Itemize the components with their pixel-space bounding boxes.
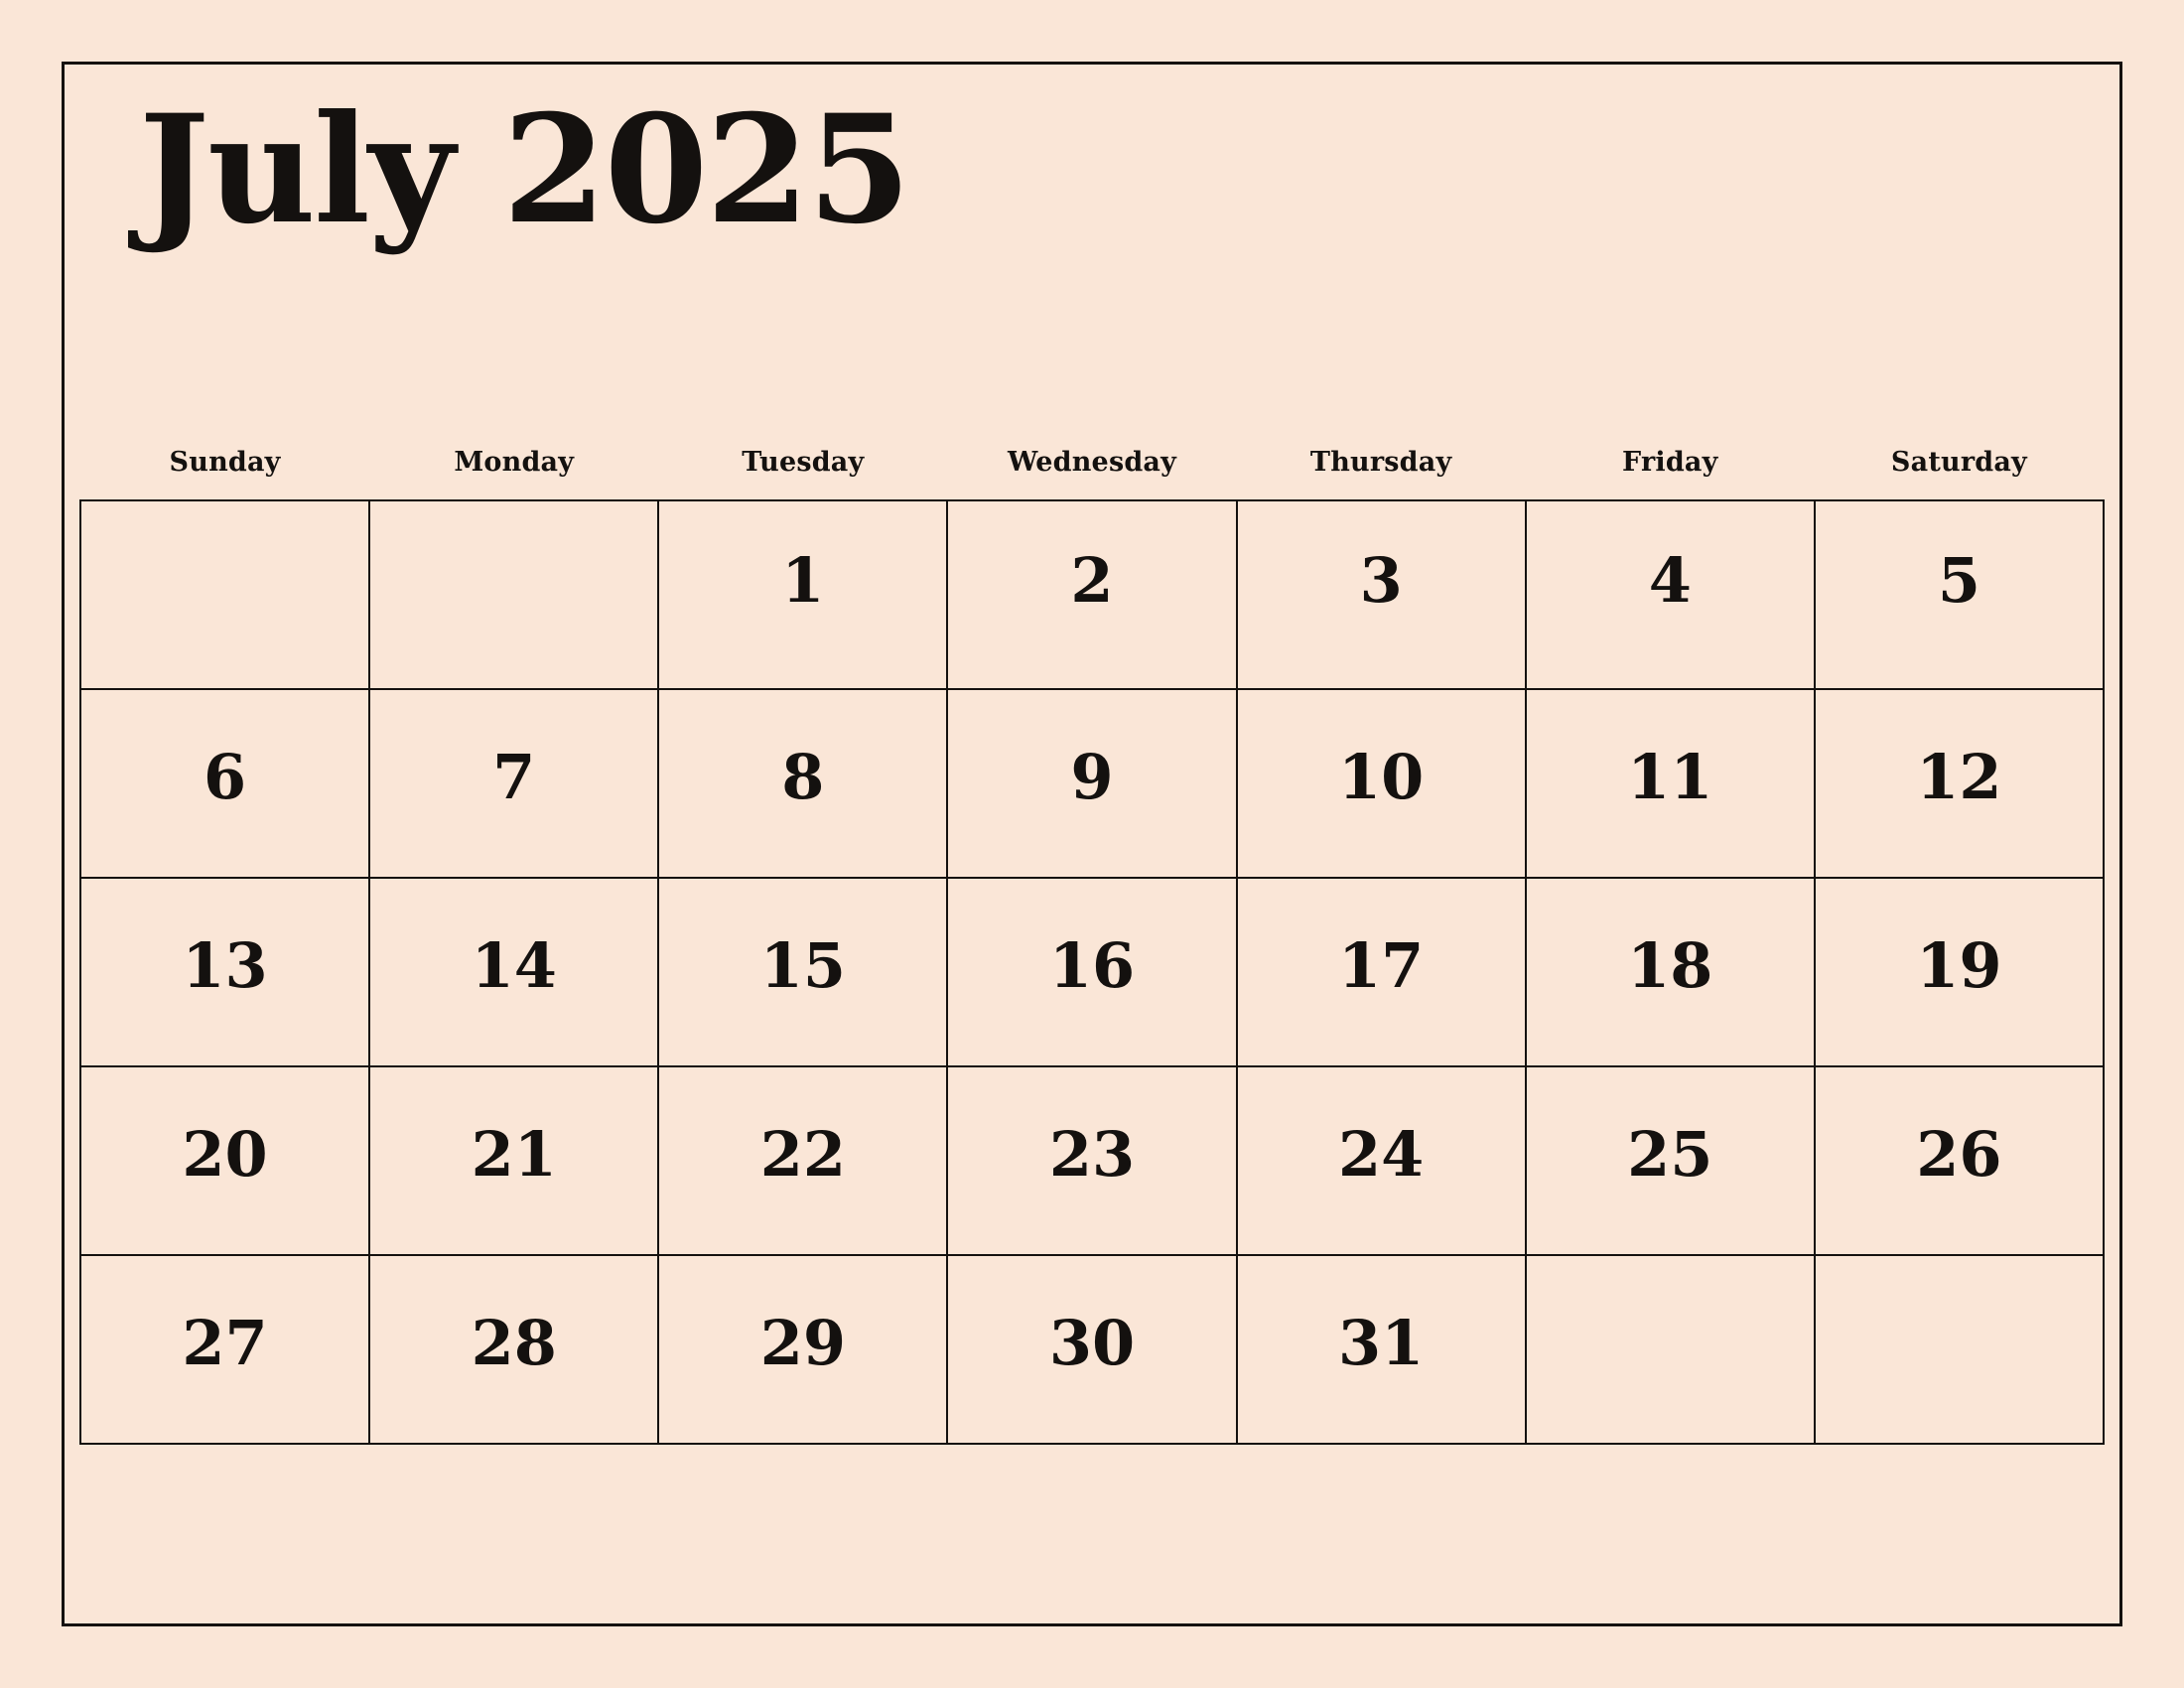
- weekday-header-saturday: Saturday: [1890, 447, 2027, 478]
- day-cell[interactable]: [80, 1255, 369, 1444]
- day-cell[interactable]: [1815, 689, 2104, 878]
- day-cell[interactable]: [80, 500, 369, 689]
- day-cell[interactable]: [1526, 878, 1815, 1066]
- calendar-grid: [79, 447, 2105, 1445]
- day-number: 15: [759, 929, 846, 1002]
- day-number: 11: [1627, 741, 1713, 813]
- day-cell[interactable]: [1815, 878, 2104, 1066]
- day-number: 9: [1070, 741, 1114, 813]
- day-cell[interactable]: [369, 500, 658, 689]
- day-cell[interactable]: [80, 1066, 369, 1255]
- calendar-body: [80, 500, 2104, 1444]
- day-cell[interactable]: [1237, 689, 1526, 878]
- day-cell[interactable]: [658, 689, 947, 878]
- day-number: 1: [781, 544, 825, 617]
- day-cell[interactable]: [1526, 500, 1815, 689]
- day-cell[interactable]: [80, 878, 369, 1066]
- day-number: 16: [1048, 929, 1136, 1002]
- day-cell[interactable]: [658, 1255, 947, 1444]
- day-number: 18: [1627, 929, 1713, 1002]
- day-number: 14: [471, 929, 557, 1002]
- day-number: 13: [182, 929, 268, 1002]
- day-cell[interactable]: [1237, 878, 1526, 1066]
- calendar-header-row: [80, 447, 2104, 500]
- weekday-header-monday: Monday: [454, 447, 575, 478]
- day-cell[interactable]: [1815, 500, 2104, 689]
- day-cell[interactable]: [658, 1066, 947, 1255]
- day-cell[interactable]: [1526, 689, 1815, 878]
- day-cell[interactable]: [947, 878, 1236, 1066]
- day-number: 22: [759, 1118, 846, 1191]
- day-cell[interactable]: [947, 500, 1236, 689]
- day-number: 23: [1048, 1118, 1136, 1191]
- day-cell[interactable]: [80, 689, 369, 878]
- weekday-header-sunday: Sunday: [169, 447, 281, 478]
- calendar-table: [79, 447, 2105, 1445]
- page-title: July 2025: [139, 82, 909, 257]
- calendar-week-row: [80, 500, 2104, 689]
- day-number: 21: [471, 1118, 557, 1191]
- day-cell[interactable]: [369, 878, 658, 1066]
- calendar-week-row: [80, 1255, 2104, 1444]
- day-cell[interactable]: [658, 878, 947, 1066]
- day-cell[interactable]: [1237, 1255, 1526, 1444]
- day-cell[interactable]: [369, 689, 658, 878]
- day-cell[interactable]: [369, 1066, 658, 1255]
- day-cell[interactable]: [1237, 500, 1526, 689]
- day-cell[interactable]: [1237, 1066, 1526, 1255]
- day-number: 8: [781, 741, 825, 813]
- day-number: 29: [759, 1307, 846, 1379]
- day-cell[interactable]: [369, 1255, 658, 1444]
- day-cell[interactable]: [947, 689, 1236, 878]
- weekday-header-friday: Friday: [1622, 447, 1718, 478]
- day-number: 26: [1916, 1118, 2002, 1191]
- day-number: 19: [1916, 929, 2002, 1002]
- day-number: 30: [1048, 1307, 1136, 1379]
- day-number: 31: [1337, 1307, 1425, 1379]
- day-cell[interactable]: [947, 1255, 1236, 1444]
- day-number: 5: [1937, 544, 1980, 617]
- day-cell[interactable]: [1815, 1066, 2104, 1255]
- day-number: 28: [471, 1307, 557, 1379]
- calendar-week-row: [80, 689, 2104, 878]
- day-number: 25: [1627, 1118, 1713, 1191]
- day-number: 7: [492, 741, 536, 813]
- day-cell[interactable]: [1815, 1255, 2104, 1444]
- day-cell[interactable]: [1526, 1255, 1815, 1444]
- day-number: 17: [1337, 929, 1425, 1002]
- weekday-header-wednesday: Wednesday: [1007, 447, 1177, 478]
- day-number: 3: [1359, 544, 1403, 617]
- day-number: 24: [1337, 1118, 1425, 1191]
- weekday-header-tuesday: Tuesday: [742, 447, 865, 478]
- calendar-week-row: [80, 878, 2104, 1066]
- day-number: 12: [1916, 741, 2002, 813]
- day-cell[interactable]: [658, 500, 947, 689]
- day-number: 4: [1648, 544, 1692, 617]
- weekday-header-thursday: Thursday: [1309, 447, 1452, 478]
- day-number: 6: [204, 741, 247, 813]
- day-number: 10: [1337, 741, 1425, 813]
- calendar-week-row: [80, 1066, 2104, 1255]
- day-number: 2: [1070, 544, 1114, 617]
- day-cell[interactable]: [947, 1066, 1236, 1255]
- day-number: 27: [182, 1307, 268, 1379]
- day-cell[interactable]: [1526, 1066, 1815, 1255]
- day-number: 20: [182, 1118, 268, 1191]
